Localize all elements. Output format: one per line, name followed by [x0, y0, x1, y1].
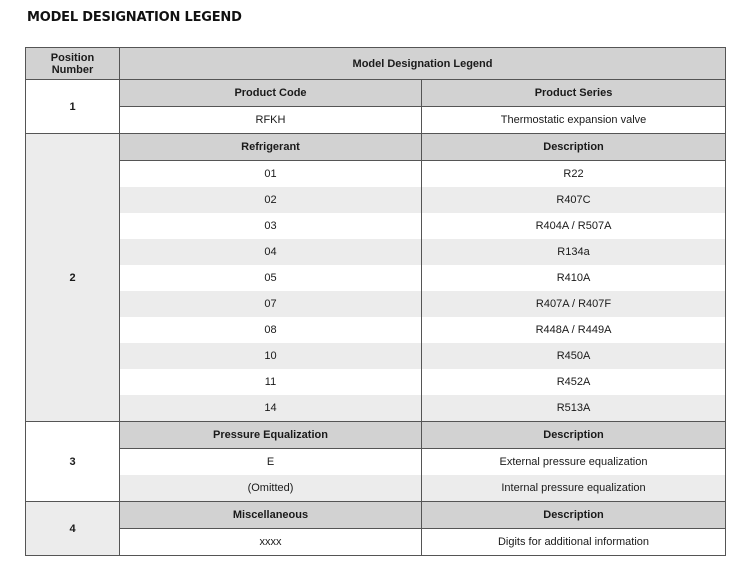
- description-cell: R22: [422, 161, 726, 188]
- description-cell: R513A: [422, 395, 726, 422]
- table-row: [26, 369, 726, 395]
- code-cell: 03: [120, 213, 422, 239]
- table-row: [26, 395, 726, 422]
- description-column-header: Description: [422, 502, 726, 529]
- position-number-cell: 1: [26, 80, 120, 134]
- description-cell: R407C: [422, 187, 726, 213]
- table-header-row: [26, 48, 726, 80]
- section-header-row: [26, 422, 726, 449]
- section-header-row: [26, 502, 726, 529]
- code-cell: 02: [120, 187, 422, 213]
- table-row: [26, 213, 726, 239]
- code-cell: E: [120, 449, 422, 476]
- table-row: [26, 449, 726, 476]
- description-column-header: Description: [422, 422, 726, 449]
- description-cell: R404A / R507A: [422, 213, 726, 239]
- code-cell: 04: [120, 239, 422, 265]
- section-header-row: [26, 80, 726, 107]
- description-cell: R452A: [422, 369, 726, 395]
- table-row: [26, 265, 726, 291]
- code-cell: (Omitted): [120, 475, 422, 502]
- description-cell: Internal pressure equalization: [422, 475, 726, 502]
- table-row: [26, 529, 726, 556]
- code-cell: 10: [120, 343, 422, 369]
- table-row: [26, 161, 726, 188]
- table-row: [26, 187, 726, 213]
- page-title: MODEL DESIGNATION LEGEND: [27, 10, 242, 25]
- position-header-line2: Number: [51, 63, 94, 76]
- table-row: [26, 239, 726, 265]
- description-cell: R407A / R407F: [422, 291, 726, 317]
- description-column-header: Description: [422, 134, 726, 161]
- description-cell: Digits for additional information: [422, 529, 726, 556]
- legend-header: Model Designation Legend: [120, 48, 726, 80]
- description-cell: R134a: [422, 239, 726, 265]
- description-cell: R450A: [422, 343, 726, 369]
- code-cell: 14: [120, 395, 422, 422]
- code-cell: 08: [120, 317, 422, 343]
- table-row: [26, 291, 726, 317]
- description-cell: R410A: [422, 265, 726, 291]
- position-number-cell: 2: [26, 134, 120, 422]
- position-header-line1: Position: [50, 51, 95, 64]
- code-cell: RFKH: [120, 107, 422, 134]
- position-number-cell: 3: [26, 422, 120, 502]
- code-cell: 01: [120, 161, 422, 188]
- table-row: [26, 343, 726, 369]
- table-row: [26, 317, 726, 343]
- table-body: [26, 80, 726, 556]
- position-number-header: [26, 48, 120, 80]
- section-header-row: [26, 134, 726, 161]
- position-number-cell: 4: [26, 502, 120, 556]
- table-row: [26, 475, 726, 502]
- code-cell: 07: [120, 291, 422, 317]
- code-column-header: Pressure Equalization: [120, 422, 422, 449]
- description-cell: Thermostatic expansion valve: [422, 107, 726, 134]
- code-column-header: Miscellaneous: [120, 502, 422, 529]
- code-cell: 05: [120, 265, 422, 291]
- code-cell: 11: [120, 369, 422, 395]
- description-cell: External pressure equalization: [422, 449, 726, 476]
- description-cell: R448A / R449A: [422, 317, 726, 343]
- table-row: [26, 107, 726, 134]
- code-column-header: Product Code: [120, 80, 422, 107]
- code-cell: xxxx: [120, 529, 422, 556]
- description-column-header: Product Series: [422, 80, 726, 107]
- code-column-header: Refrigerant: [120, 134, 422, 161]
- model-designation-table: [25, 47, 726, 556]
